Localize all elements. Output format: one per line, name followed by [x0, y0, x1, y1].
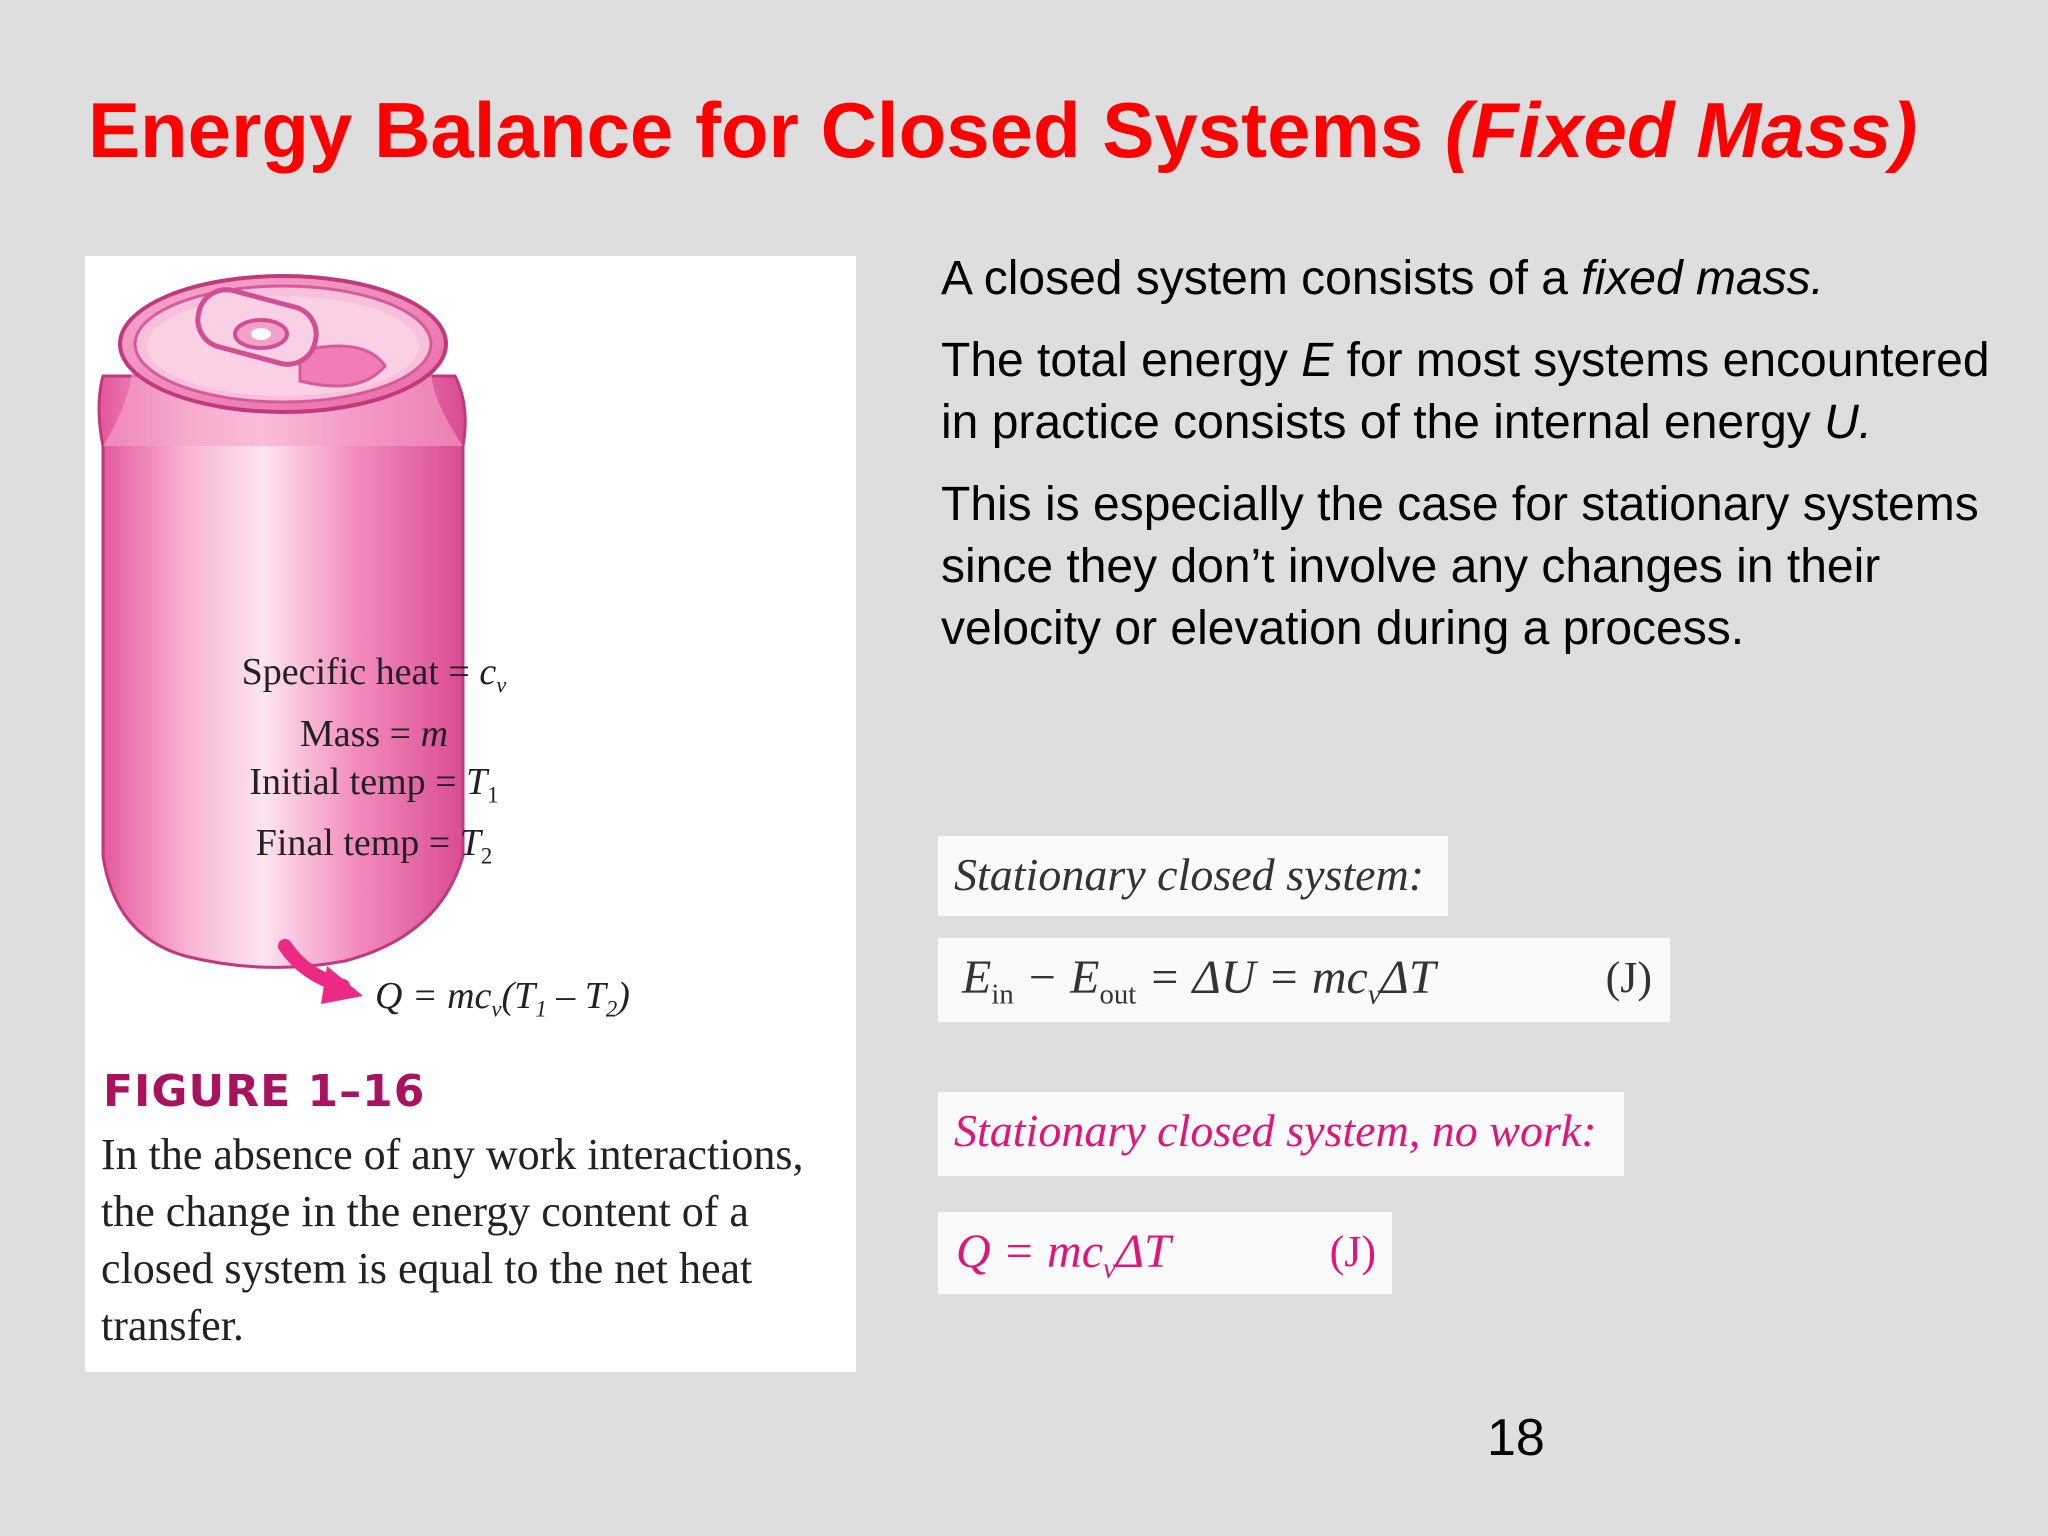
eq1-part: = ΔU = mc — [1136, 951, 1368, 1004]
heat-equation-unit: (J) — [1329, 1227, 1376, 1276]
specific-heat-label — [189, 648, 559, 710]
p1-italic: fixed mass. — [1581, 252, 1825, 305]
specific-heat-text: Specific heat = — [241, 651, 480, 693]
heat-eq-sub-v: v — [491, 996, 502, 1022]
mass-text: Mass = — [299, 712, 421, 755]
eq1-part: − E — [1013, 951, 1100, 1004]
stationary-system-label: Stationary closed system: — [954, 849, 1425, 900]
heat-eq-part: – T — [546, 975, 606, 1017]
initial-temp-subscript: 1 — [487, 782, 499, 808]
p2-text: for most systems encountered in practice consists of the internal energy — [941, 334, 1990, 449]
p2-italic-e: E — [1301, 334, 1334, 387]
energy-balance-equation-box — [938, 938, 1670, 1022]
specific-heat-subscript: v — [496, 672, 507, 698]
eq1-sub-v: v — [1367, 978, 1381, 1011]
paragraph-stationary: This is especially the case for stationary systems since they don’t involve any changes in their velocity or elevation during a process. — [941, 478, 1979, 655]
figure-number: FIGURE 1–16 — [103, 1066, 426, 1117]
heat-equation-box — [938, 1212, 1392, 1294]
p1-text: A closed system consists of a — [941, 252, 1582, 305]
figure-caption: In the absence of any work interactions, the change in the energy content of a closed system is equal to the net heat transfer. — [101, 1130, 804, 1350]
paragraph-closed-system — [941, 248, 2001, 310]
can-property-labels — [189, 648, 559, 881]
slide-title-main: Energy Balance for Closed Systems — [88, 86, 1424, 174]
eq1-part: E — [962, 951, 992, 1004]
heat-eq-sub-1: 1 — [535, 996, 547, 1022]
heat-eq-part: Q = mc — [375, 975, 492, 1017]
specific-heat-symbol: c — [479, 651, 497, 693]
mass-symbol: m — [420, 712, 449, 755]
final-temp-label — [189, 819, 559, 881]
heat-transfer-equation — [375, 974, 630, 1023]
initial-temp-symbol: T — [466, 760, 488, 803]
slide-title-italic: (Fixed Mass) — [1444, 86, 1918, 174]
figure-panel — [85, 256, 856, 1372]
heat-equation — [956, 1224, 1171, 1286]
stationary-system-label-box — [938, 836, 1448, 916]
paragraph-total-energy — [941, 330, 2001, 454]
no-work-label: Stationary closed system, no work: — [954, 1105, 1597, 1156]
energy-balance-equation — [962, 950, 1436, 1012]
page-number: 18 — [1487, 1409, 1545, 1467]
eq2-part: ΔT — [1115, 1225, 1171, 1278]
eq1-sub-out: out — [1099, 978, 1137, 1011]
eq2-sub-v: v — [1103, 1252, 1116, 1285]
heat-eq-part: ) — [617, 975, 630, 1017]
eq2-part: Q = mc — [956, 1225, 1104, 1278]
heat-eq-part: (T — [501, 975, 536, 1017]
mass-label — [189, 710, 559, 758]
p2-text: The total energy — [941, 334, 1302, 387]
eq1-sub-in: in — [991, 978, 1014, 1011]
final-temp-symbol: T — [459, 822, 481, 865]
heat-eq-sub-2: 2 — [605, 996, 618, 1022]
body-text — [941, 248, 2001, 680]
initial-temp-text: Initial temp = — [249, 760, 467, 803]
no-work-label-box — [938, 1092, 1624, 1176]
p2-italic-u: U. — [1824, 396, 1873, 449]
final-temp-subscript: 2 — [480, 843, 493, 869]
slide-title — [88, 82, 1917, 178]
final-temp-text: Final temp = — [255, 822, 460, 865]
energy-balance-unit: (J) — [1605, 953, 1652, 1002]
eq1-part: ΔT — [1380, 951, 1436, 1004]
initial-temp-label — [189, 758, 559, 820]
